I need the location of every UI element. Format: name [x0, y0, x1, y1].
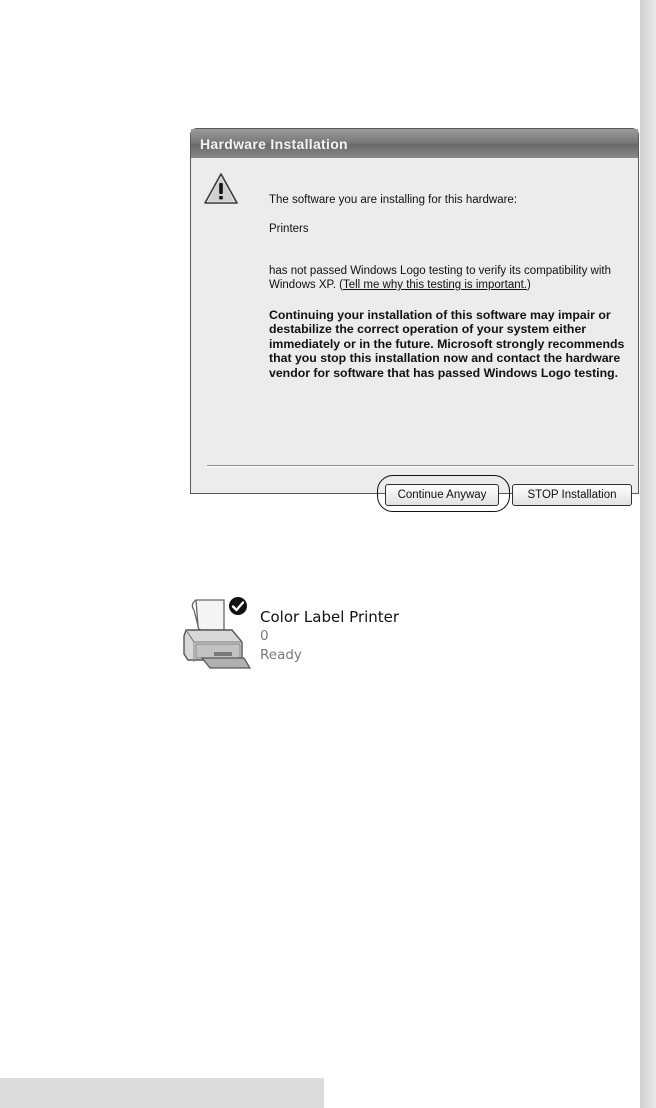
continue-anyway-button[interactable]: Continue Anyway	[385, 484, 499, 506]
logo-testing-text: has not passed Windows Logo testing to verify its compatibility with Windows XP. (	[269, 265, 611, 291]
printer-status: Ready	[260, 647, 302, 663]
stop-installation-button[interactable]: STOP Installation	[512, 484, 632, 506]
warning-icon	[203, 172, 239, 206]
page-edge-bar	[640, 0, 656, 1108]
dialog-separator	[207, 465, 634, 467]
warning-message: Continuing your installation of this software may impair or destabilize the correct operation of your system either immediately or in the future. Microsoft strongly recommends that you stop this installation now and contact the hardware vendor for software that has passed Windows Logo testing.	[269, 308, 625, 380]
message-intro: The software you are installing for this hardware:	[269, 194, 518, 206]
checkmark-icon	[228, 596, 248, 616]
device-name: Printers	[269, 223, 309, 235]
hardware-installation-dialog	[190, 128, 639, 501]
logo-testing-message	[269, 264, 629, 292]
logo-testing-text-end: )	[527, 279, 531, 291]
printer-document-count: 0	[260, 628, 269, 644]
dialog-titlebar[interactable]	[191, 129, 638, 158]
logo-testing-link[interactable]: Tell me why this testing is important.	[342, 279, 528, 291]
printer-name: Color Label Printer	[260, 608, 400, 626]
page-footer-bar	[0, 1078, 324, 1108]
dialog-title: Hardware Installation	[200, 136, 348, 152]
dialog-body	[191, 158, 638, 501]
printer-item[interactable]	[180, 596, 440, 676]
